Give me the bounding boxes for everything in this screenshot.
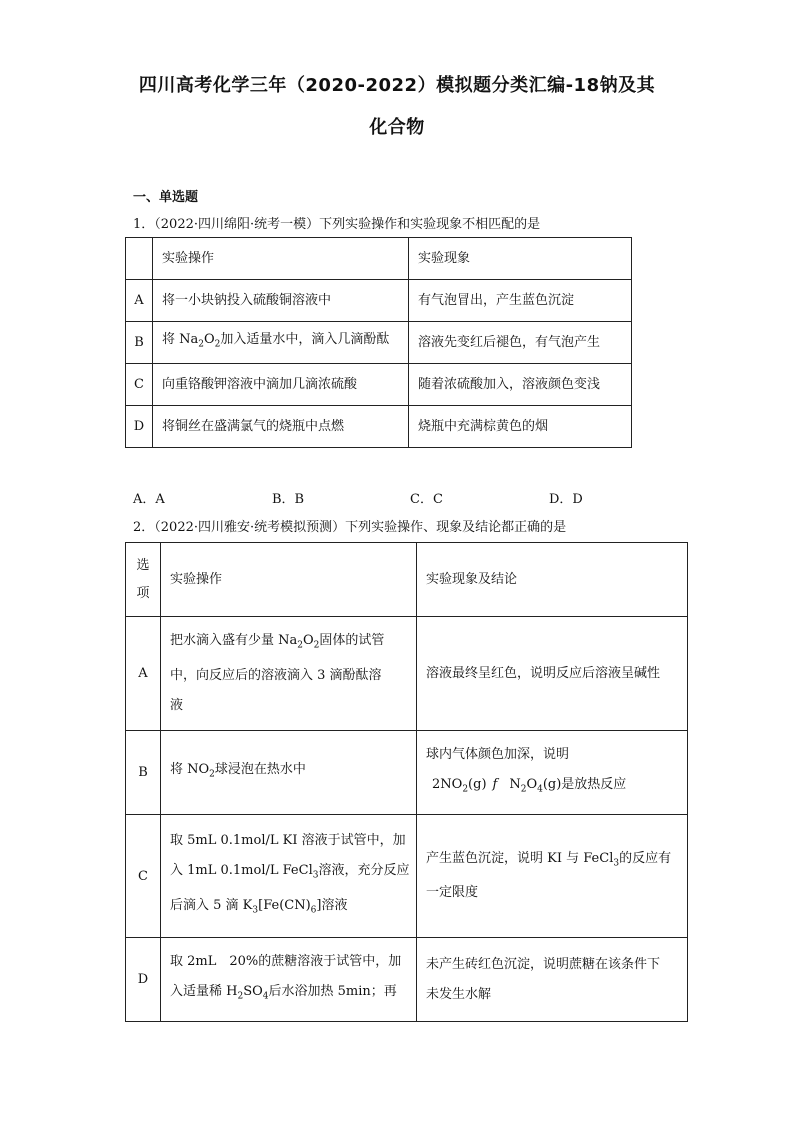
subscript: 6 bbox=[310, 905, 317, 916]
text-line: 取 2mL 20%的蔗糖溶液于试管中，加 bbox=[170, 954, 402, 970]
choice-b[interactable]: B．B bbox=[272, 492, 305, 507]
text-span: 入 1mL 0.1mol/L FeCl bbox=[170, 863, 313, 879]
operation-cell bbox=[161, 815, 417, 938]
text-span: 的反应有 bbox=[619, 850, 672, 866]
subscript: 2 bbox=[297, 640, 303, 651]
text-line: 球内气体颜色加深，说明 bbox=[426, 747, 570, 763]
operation-cell: 向重铬酸钾溶液中滴加几滴浓硫酸 bbox=[153, 364, 409, 406]
result-cell: 溶液先变红后褪色，有气泡产生 bbox=[409, 322, 632, 364]
result-cell: 烧瓶中充满棕黄色的烟 bbox=[409, 406, 632, 448]
table-row bbox=[126, 280, 632, 322]
text-span: O bbox=[204, 332, 215, 348]
choice-d[interactable]: D．D bbox=[549, 492, 583, 507]
text-span: 将 NO bbox=[170, 762, 210, 778]
text-span: 把水滴入盛有少量 Na bbox=[170, 633, 298, 649]
text-line: 一定限度 bbox=[426, 885, 479, 901]
table-row bbox=[126, 815, 688, 938]
result-cell: 随着浓硫酸加入，溶液颜色变浅 bbox=[409, 364, 632, 406]
table-header-cell bbox=[126, 543, 161, 617]
table-row bbox=[126, 731, 688, 815]
document-title-line1: 四川高考化学三年（2020-2022）模拟题分类汇编-18钠及其 bbox=[138, 75, 656, 96]
table-row bbox=[126, 364, 632, 406]
text-span: 将 Na bbox=[162, 332, 199, 348]
result-cell bbox=[417, 815, 688, 938]
table-row bbox=[126, 938, 688, 1022]
text-span: O bbox=[526, 777, 538, 793]
subscript: 3 bbox=[312, 871, 319, 881]
operation-cell bbox=[161, 617, 417, 731]
table-row bbox=[126, 617, 688, 731]
text-span: 2NO bbox=[432, 777, 463, 793]
table-header-cell: 实验现象及结论 bbox=[417, 543, 688, 617]
subscript: 2 bbox=[237, 991, 244, 1002]
text-span: 后滴入 5 滴 K bbox=[170, 898, 253, 913]
row-label: A bbox=[126, 280, 153, 322]
text-span: 产生蓝色沉淀，说明 KI 与 FeCl bbox=[426, 850, 614, 866]
text-span: SO bbox=[243, 984, 263, 1000]
text-span: N bbox=[509, 777, 521, 793]
row-label: A bbox=[126, 617, 161, 731]
table-header-row bbox=[126, 543, 688, 617]
operation-cell bbox=[161, 938, 417, 1022]
subscript: 2 bbox=[214, 339, 221, 350]
operation-cell bbox=[161, 731, 417, 815]
subscript: 2 bbox=[520, 784, 527, 795]
operation-cell: 将一小块钠投入硫酸铜溶液中 bbox=[153, 280, 409, 322]
table-header-cell: 实验现象 bbox=[409, 238, 632, 280]
section-heading: 一、单选题 bbox=[133, 190, 199, 205]
text-span: (g)是放热反应 bbox=[542, 777, 627, 793]
text-line: 中，向反应后的溶液滴入 3 滴酚酞溶 bbox=[170, 667, 382, 683]
text-span: 后水浴加热 5min；再 bbox=[268, 984, 397, 1000]
subscript: 2 bbox=[462, 784, 469, 795]
text-span: 溶液，充分反应 bbox=[318, 863, 410, 879]
row-label: D bbox=[126, 938, 161, 1022]
text-span: 入适量稀 H bbox=[170, 984, 238, 1000]
table-header-row bbox=[126, 238, 632, 280]
header-text: 项 bbox=[136, 585, 150, 601]
text-line: 液 bbox=[170, 697, 184, 713]
document-title-line2: 化合物 bbox=[369, 117, 425, 138]
text-line: 未发生水解 bbox=[426, 986, 492, 1002]
text-line: 未产生砖红色沉淀，说明蔗糖在该条件下 bbox=[426, 956, 661, 972]
equation-line bbox=[426, 770, 687, 805]
row-label: C bbox=[126, 364, 153, 406]
choice-c[interactable]: C．C bbox=[410, 492, 443, 507]
text-span: 球浸泡在热水中 bbox=[214, 762, 306, 778]
question-1-stem: 1．（2022·四川绵阳·统考一模）下列实验操作和实验现象不相匹配的是 bbox=[133, 217, 541, 232]
subscript: 3 bbox=[252, 905, 259, 916]
text-span: ]溶液 bbox=[316, 898, 348, 913]
text-span: 固体的试管 bbox=[319, 633, 385, 649]
question-2-stem: 2．（2022·四川雅安·统考模拟预测）下列实验操作、现象及结论都正确的是 bbox=[133, 520, 567, 535]
text-span: O bbox=[303, 633, 314, 649]
row-label: D bbox=[126, 406, 153, 448]
row-label: C bbox=[126, 815, 161, 938]
row-label: B bbox=[126, 731, 161, 815]
subscript: 4 bbox=[537, 784, 543, 795]
operation-cell: 将铜丝在盛满氯气的烧瓶中点燃 bbox=[153, 406, 409, 448]
subscript: 2 bbox=[198, 339, 204, 350]
row-label: B bbox=[126, 322, 153, 364]
table-row bbox=[126, 322, 632, 364]
table-header-cell: 实验操作 bbox=[161, 543, 417, 617]
text-span: [Fe(CN) bbox=[258, 898, 311, 913]
table-header-cell: 实验操作 bbox=[153, 238, 409, 280]
text-span: 加入适量水中，滴入几滴酚酞 bbox=[220, 332, 390, 348]
subscript: 2 bbox=[209, 769, 215, 780]
table-row bbox=[126, 406, 632, 448]
choice-a[interactable]: A．A bbox=[133, 492, 165, 507]
equilibrium-symbol: f bbox=[492, 777, 498, 793]
subscript: 2 bbox=[313, 640, 320, 651]
question-2-table bbox=[125, 542, 688, 1022]
result-cell bbox=[417, 938, 688, 1022]
text-span: (g) bbox=[468, 777, 487, 793]
text-line: 取 5mL 0.1mol/L KI 溶液于试管中，加 bbox=[170, 833, 406, 849]
operation-cell bbox=[153, 322, 409, 364]
subscript: 4 bbox=[262, 991, 269, 1002]
header-text: 选 bbox=[136, 557, 150, 573]
subscript: 3 bbox=[613, 858, 620, 869]
result-cell: 溶液最终呈红色，说明反应后溶液呈碱性 bbox=[417, 617, 688, 731]
question-1-table bbox=[125, 237, 632, 448]
table-header-cell bbox=[126, 238, 153, 280]
result-cell: 有气泡冒出，产生蓝色沉淀 bbox=[409, 280, 632, 322]
result-cell bbox=[417, 731, 688, 815]
